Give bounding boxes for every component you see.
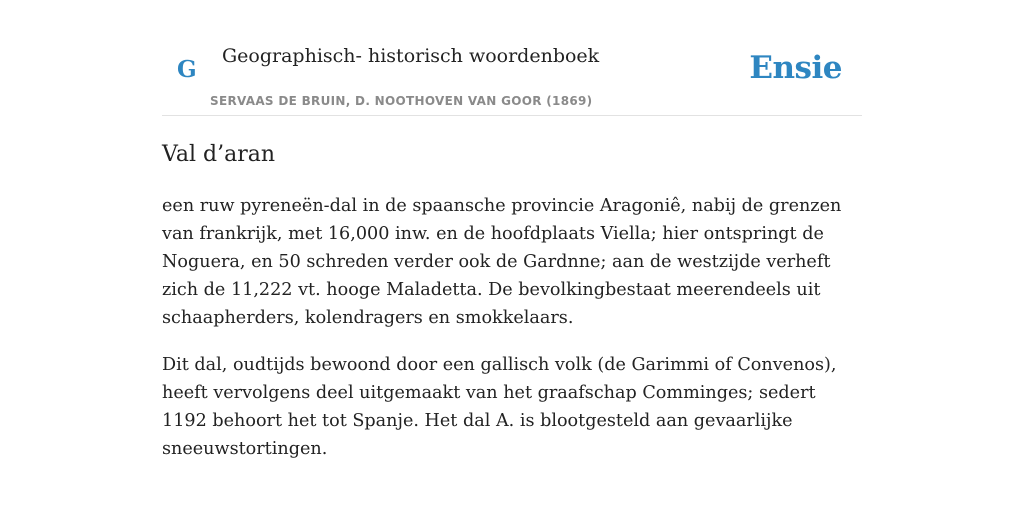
ensie-logo-link[interactable]: Ensie: [749, 50, 842, 86]
book-letter-link[interactable]: G: [177, 56, 197, 83]
entry-paragraph: Dit dal, oudtijds bewoond door een gallisch volk (de Garimmi of Convenos), heeft vervolgens deel uitgemaakt van het graafschap Comminges; sedert 1192 behoort het tot Spanje. Het dal A. is blootgesteld aan gevaarlijke sneeuwstortingen.: [162, 355, 837, 459]
entry-body: [162, 192, 862, 463]
book-header: [162, 0, 862, 116]
entry-paragraph: een ruw pyreneën-dal in de spaansche provincie Aragoniê, nabij de grenzen van frankrijk, met 16,000 inw. en de hoofdplaats Viella; hier ontspringt de Noguera, en 50 schreden verder ook de Gardnne; aan de westzijde verheft zich de 11,222 vt. hooge Maladetta. De bevolkingbestaat meerendeels uit schaapherders, kolendragers en smokkelaars.: [162, 196, 842, 328]
book-title-link[interactable]: Geographisch- historisch woordenboek: [222, 45, 600, 67]
entry-article: [162, 140, 862, 463]
entry-title: Val d’aran: [162, 142, 276, 167]
book-meta: SERVAAS DE BRUIN, D. NOOTHOVEN VAN GOOR (1869): [210, 94, 593, 108]
page: [162, 0, 862, 463]
